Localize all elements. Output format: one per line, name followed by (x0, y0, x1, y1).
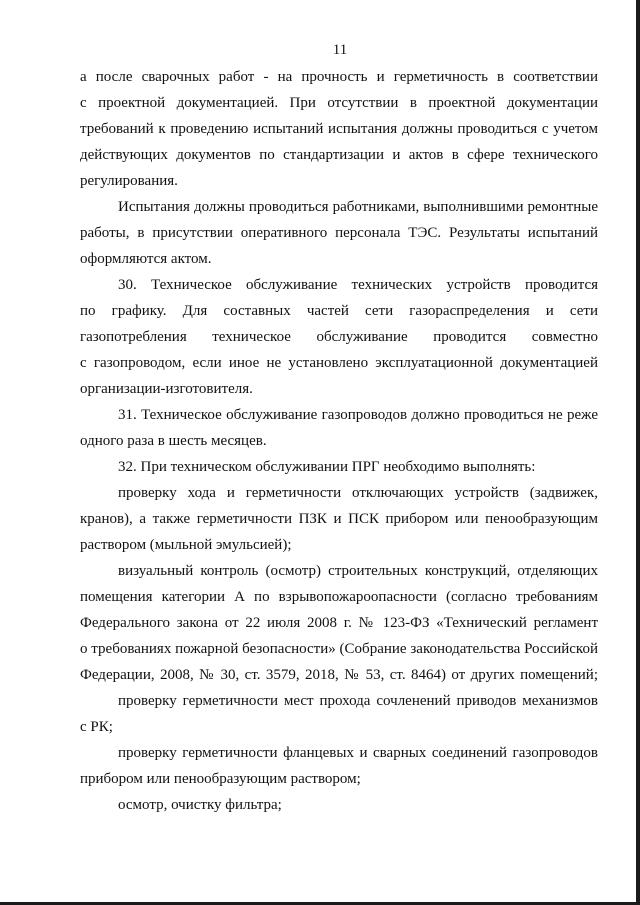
text-line: газопотребления техническое обслуживание проводится совместно (80, 329, 598, 345)
text-line: а после сварочных работ - на прочность и герметичность в соответствии (80, 69, 598, 85)
paragraph-test-personnel (80, 194, 598, 272)
text-line: Испытания должны проводиться работниками, выполнившими ремонтные (118, 199, 598, 215)
paragraph-filter-cleaning (80, 792, 598, 818)
page-number: 11 (332, 42, 348, 58)
text-line: кранов), а также герметичности ПЗК и ПСК прибором или пенообразующим (80, 511, 598, 527)
text-line: проверку герметичности мест прохода сочленений приводов механизмов (118, 693, 598, 709)
text-line: 32. При техническом обслуживании ПРГ необходимо выполнять: (118, 459, 536, 475)
paragraph-flange-joints (80, 740, 598, 792)
text-line: требований к проведению испытаний испытания должны проводиться с учетом (80, 121, 598, 137)
text-line: о требованиях пожарной безопасности» (Собрание законодательства Российской (80, 641, 598, 657)
paragraph-item-32 (80, 454, 598, 480)
text-line: Федерации, 2008, № 30, ст. 3579, 2018, № 53, ст. 8464) от других помещений; (80, 667, 598, 683)
text-line: 31. Техническое обслуживание газопроводов должно проводиться не реже (118, 407, 598, 423)
text-line: организации-изготовителя. (80, 381, 253, 397)
text-line: 30. Техническое обслуживание технических устройств проводится (118, 277, 598, 293)
text-line: по графику. Для составных частей сети газораспределения и сети (80, 303, 598, 319)
text-line: помещения категории А по взрывопожароопасности (согласно требованиям (80, 589, 598, 605)
text-line: оформляются актом. (80, 251, 212, 267)
text-line: визуальный контроль (осмотр) строительных конструкций, отделяющих (118, 563, 598, 579)
paragraph-drive-passages (80, 688, 598, 740)
text-line: проверку герметичности фланцевых и сварных соединений газопроводов (118, 745, 598, 761)
text-line: действующих документов по стандартизации и актов в сфере технического (80, 147, 598, 163)
text-line: регулирования. (80, 173, 178, 189)
text-line: Федерального закона от 22 июля 2008 г. № 123-ФЗ «Технический регламент (80, 615, 598, 631)
paragraph-check-valves (80, 480, 598, 558)
text-line: с газопроводом, если иное не установлено эксплуатационной документацией (80, 355, 598, 371)
text-line: осмотр, очистку фильтра; (118, 797, 282, 813)
text-line: проверку хода и герметичности отключающих устройств (задвижек, (118, 485, 598, 501)
text-line: прибором или пенообразующим раствором; (80, 771, 361, 787)
scan-border-right (636, 0, 640, 905)
paragraph-visual-inspection (80, 558, 598, 688)
paragraph-item-31 (80, 402, 598, 454)
text-line: с РК; (80, 719, 113, 735)
text-line: одного раза в шесть месяцев. (80, 433, 267, 449)
text-line: раствором (мыльной эмульсией); (80, 537, 292, 553)
paragraph-welding-tests (80, 64, 598, 194)
document-body (80, 64, 598, 818)
text-line: с проектной документацией. При отсутствии в проектной документации (80, 95, 598, 111)
text-line: работы, в присутствии оперативного персонала ТЭС. Результаты испытаний (80, 225, 598, 241)
paragraph-item-30 (80, 272, 598, 402)
